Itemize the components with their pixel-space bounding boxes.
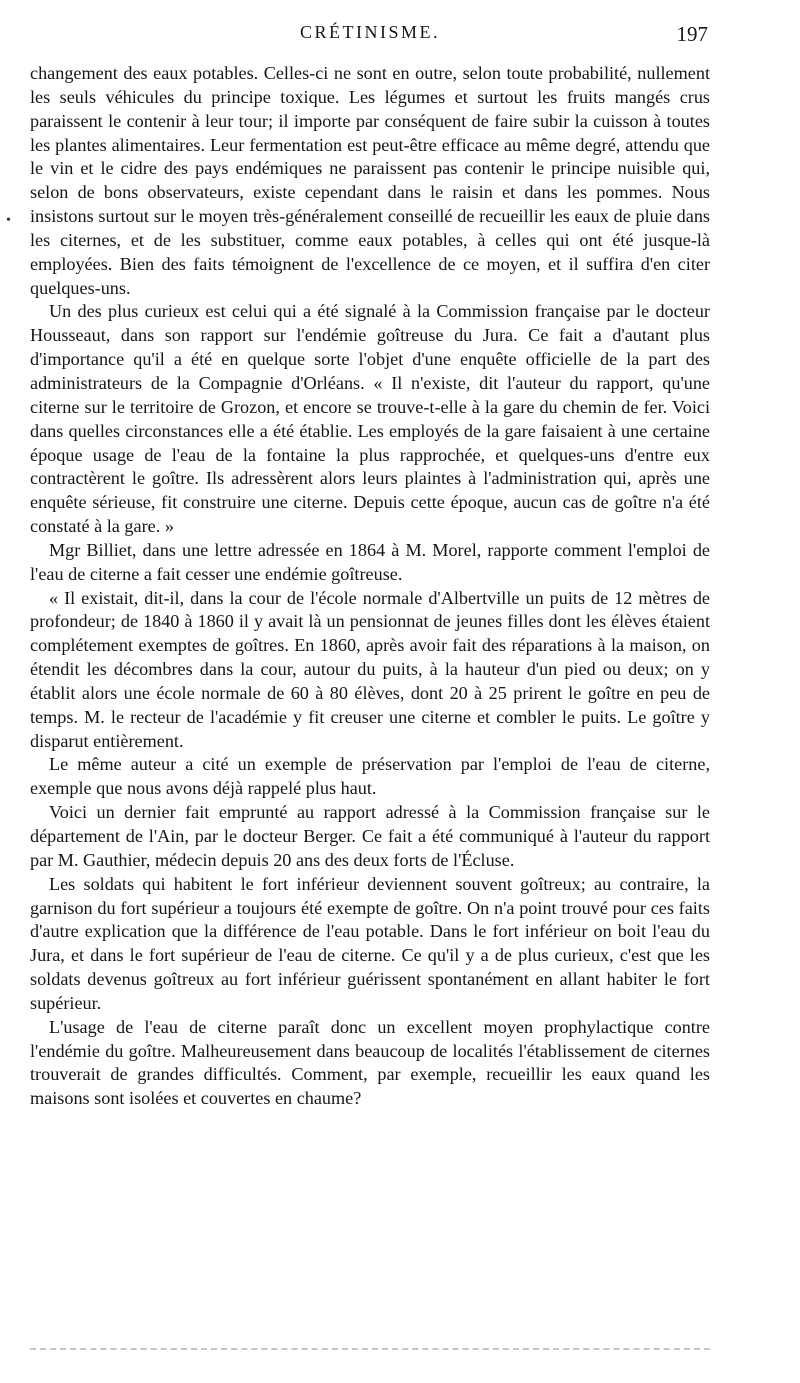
paragraph: Voici un dernier fait emprunté au rapport adressé à la Commission française sur le département de l'Ain, par le docteur Berger. Ce fait a été communiqué à l'auteur du rapport par M. Gauthier, médecin depuis 20 ans des deux forts de l'Écluse. [30, 802, 710, 870]
quoted-paragraph: « Il existait, dit-il, dans la cour de l'école normale d'Albertville un puits de 12 mètres de profondeur; de 1840 à 1860 il y avait là un pensionnat de jeunes filles dont les élèves étaient complétement exemptes de goîtres. En 1860, après avoir fait des réparations à la maison, on étendit les décombres dans la cour, autour du puits, à la hauteur d'un pied ou deux; on y établit alors une école normale de 60 à 80 élèves, dont 20 à 25 prirent le goître en peu de temps. M. le recteur de l'académie y fit creuser une citerne et combler le puits. Le goître y disparut entièrement. [30, 587, 710, 751]
page-number: 197 [676, 22, 708, 46]
book-page [30, 22, 710, 1111]
paragraph: Mgr Billiet, dans une lettre adressée en 1864 à M. Morel, rapporte comment l'emploi de l'eau de citerne a fait cesser une endémie goîtreuse. [30, 539, 710, 584]
body-text [30, 62, 710, 1111]
running-title: CRÉTINISME. [300, 22, 440, 42]
paragraph: L'usage de l'eau de citerne paraît donc un excellent moyen prophylactique contre l'endémie du goître. Malheureusement dans beaucoup de localités l'établissement de citernes trouverait de grandes difficultés. Comment, par exemple, recueillir les eaux quand les maisons sont isolées et couvertes en chaume? [30, 1016, 710, 1109]
paragraph: changement des eaux potables. Celles-ci ne sont en outre, selon toute probabilité, nullement les seuls véhicules du principe toxique. Les légumes et surtout les fruits mangés crus paraissent le contenir à leur tour; il importe par conséquent de faire subir la cuisson à toutes les plantes alimentaires. Leur fermentation est peut-être efficace au même degré, attendu que le vin et le cidre des pays endémiques ne paraissent pas contenir le principe nuisible qui, selon de bons observateurs, existe cependant dans le raisin et dans les pommes. Nous insistons surtout sur le moyen très-généralement conseillé de recueillir les eaux de pluie dans les citernes, et de les substituer, comme eaux potables, à celles qui ont été jusque-là employées. Bien des faits témoignent de l'excellence de ce moyen, et il suffira d'en citer quelques-uns. [30, 63, 710, 298]
marginal-mark: • [6, 213, 11, 228]
paragraph: Le même auteur a cité un exemple de préservation par l'emploi de l'eau de citerne, exemple que nous avons déjà rappelé plus haut. [30, 754, 710, 799]
page-header [30, 22, 710, 52]
paragraph: Un des plus curieux est celui qui a été signalé à la Commission française par le docteur Housseaut, dans son rapport sur l'endémie goîtreuse du Jura. Ce fait a d'autant plus d'importance qu'il a été en quelque sorte l'objet d'une enquête officielle de la part des administrateurs de la Compagnie d'Orléans. « Il n'existe, dit l'auteur du rapport, qu'une citerne sur le territoire de Grozon, et encore se trouve-t-elle à la gare du chemin de fer. Voici dans quelles circonstances elle a été établie. Les employés de la gare faisaient à une certaine époque usage de l'eau de la fontaine la plus rapprochée, et quelques-uns d'entre eux contractèrent le goître. Ils adressèrent alors leurs plaintes à l'administration qui, après une enquête sérieuse, fit construire une citerne. Depuis cette époque, aucun cas de goître n'a été constaté à la gare. » [30, 301, 710, 537]
bottom-divider [30, 1348, 710, 1350]
paragraph: Les soldats qui habitent le fort inférieur deviennent souvent goîtreux; au contraire, la garnison du fort supérieur a toujours été exempte de goître. On n'a point trouvé pour ces faits d'autre explication que la différence de l'eau potable. Dans le fort inférieur on boit l'eau du Jura, et dans le fort supérieur de l'eau de citerne. Ce qu'il y a de plus curieux, c'est que les soldats devenus goîtreux au fort inférieur guérissent spontanément en allant habiter le fort supérieur. [30, 873, 710, 1013]
